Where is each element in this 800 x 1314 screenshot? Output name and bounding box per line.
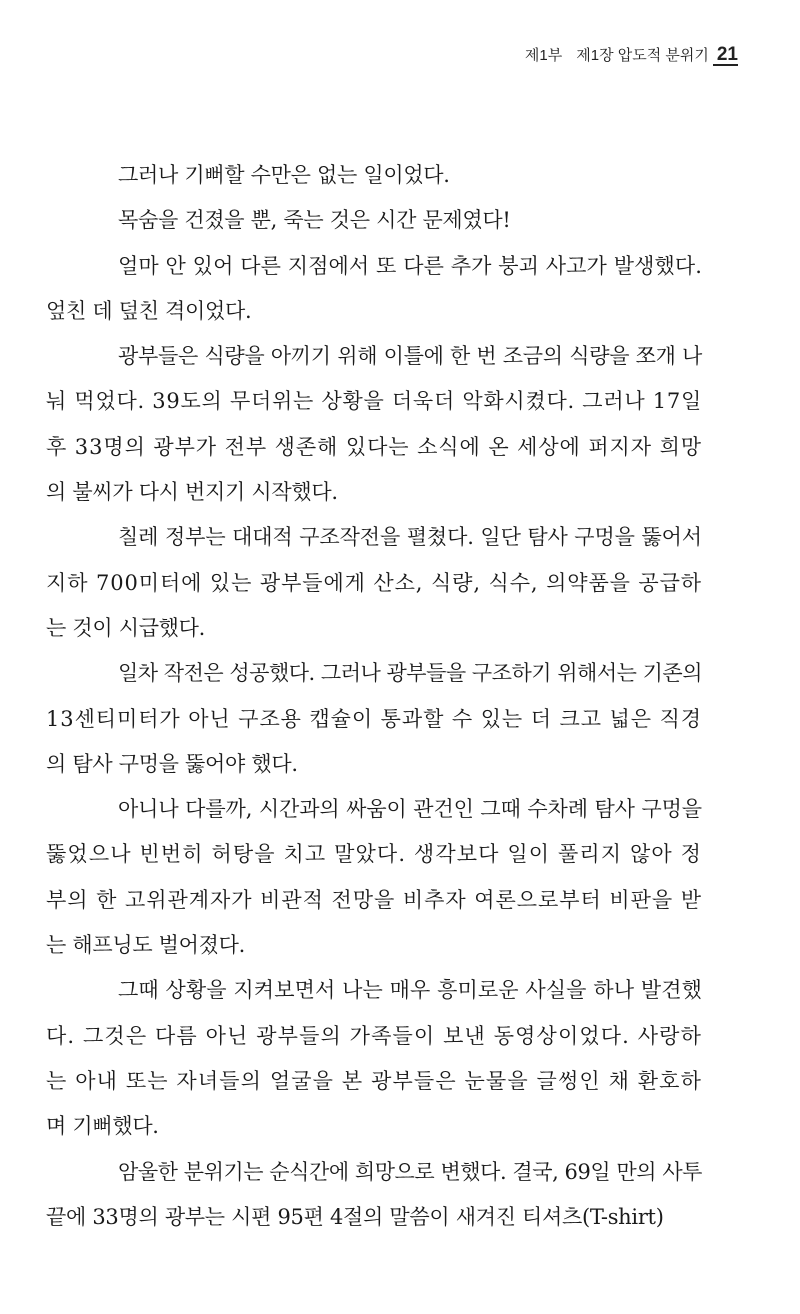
text-line: 다. 그것은 다름 아닌 광부들의 가족들이 보낸 동영상이었다. 사랑하 <box>46 1023 702 1048</box>
text-line: 일차 작전은 성공했다. 그러나 광부들을 구조하기 위해서는 기존의 <box>118 661 702 686</box>
paragraph <box>82 198 738 243</box>
text-line: 눠 먹었다. 39도의 무더위는 상황을 더욱더 악화시켰다. 그러나 17일 <box>46 389 702 414</box>
paragraph <box>46 787 738 968</box>
paragraph <box>46 651 738 787</box>
running-header <box>525 44 738 66</box>
text-line: 뚫었으나 빈번히 허탕을 치고 말았다. 생각보다 일이 풀리지 않아 정 <box>46 842 702 867</box>
text-line: 후 33명의 광부가 전부 생존해 있다는 소식에 온 세상에 퍼지자 희망 <box>46 434 702 459</box>
text-line: 아니나 다를까, 시간과의 싸움이 관건인 그때 수차례 탐사 구멍을 <box>118 797 702 822</box>
paragraph <box>46 334 738 515</box>
text-line: 는 아내 또는 자녀들의 얼굴을 본 광부들은 눈물을 글썽인 채 환호하 <box>46 1068 702 1093</box>
text-line: 칠레 정부는 대대적 구조작전을 펼쳤다. 일단 탐사 구멍을 뚫어서 <box>118 525 702 550</box>
text-line: 그러나 기뻐할 수만은 없는 일이었다. <box>118 163 450 187</box>
text-line: 그때 상황을 지켜보면서 나는 매우 흥미로운 사실을 하나 발견했 <box>118 978 702 1003</box>
paragraph <box>46 244 738 335</box>
text-line: 는 해프닝도 벌어졌다. <box>46 933 245 958</box>
body-text <box>46 153 738 1240</box>
text-line: 끝에 33명의 광부는 시편 95편 4절의 말씀이 새겨진 티셔츠(T-shirt) <box>46 1204 664 1229</box>
text-line: 의 탐사 구멍을 뚫어야 했다. <box>46 751 298 776</box>
header-chapter: 제1장 압도적 분위기 <box>576 47 709 64</box>
text-line: 암울한 분위기는 순식간에 희망으로 변했다. 결국, 69일 만의 사투 <box>118 1159 702 1184</box>
header-part: 제1부 <box>524 47 563 64</box>
paragraph <box>46 515 738 651</box>
paragraph <box>82 153 738 198</box>
text-line: 의 불씨가 다시 번지기 시작했다. <box>46 480 338 505</box>
text-line: 얼마 안 있어 다른 지점에서 또 다른 추가 붕괴 사고가 발생했다. <box>118 253 702 278</box>
text-line: 목숨을 건졌을 뿐, 죽는 것은 시간 문제였다! <box>118 208 511 233</box>
text-line: 지하 700미터에 있는 광부들에게 산소, 식량, 식수, 의약품을 공급하 <box>46 570 702 595</box>
text-line: 13센티미터가 아닌 구조용 캡슐이 통과할 수 있는 더 크고 넓은 직경 <box>46 706 702 731</box>
text-line: 는 것이 시급했다. <box>46 615 206 640</box>
text-line: 며 기뻐했다. <box>46 1114 159 1139</box>
text-line: 부의 한 고위관계자가 비관적 전망을 비추자 여론으로부터 비판을 받 <box>46 887 702 912</box>
text-line: 광부들은 식량을 아끼기 위해 이틀에 한 번 조금의 식량을 쪼개 나 <box>118 344 702 369</box>
paragraph <box>46 1150 738 1241</box>
text-line: 엎친 데 덮친 격이었다. <box>46 298 252 323</box>
paragraph <box>46 968 738 1149</box>
page-number: 21 <box>713 45 738 66</box>
